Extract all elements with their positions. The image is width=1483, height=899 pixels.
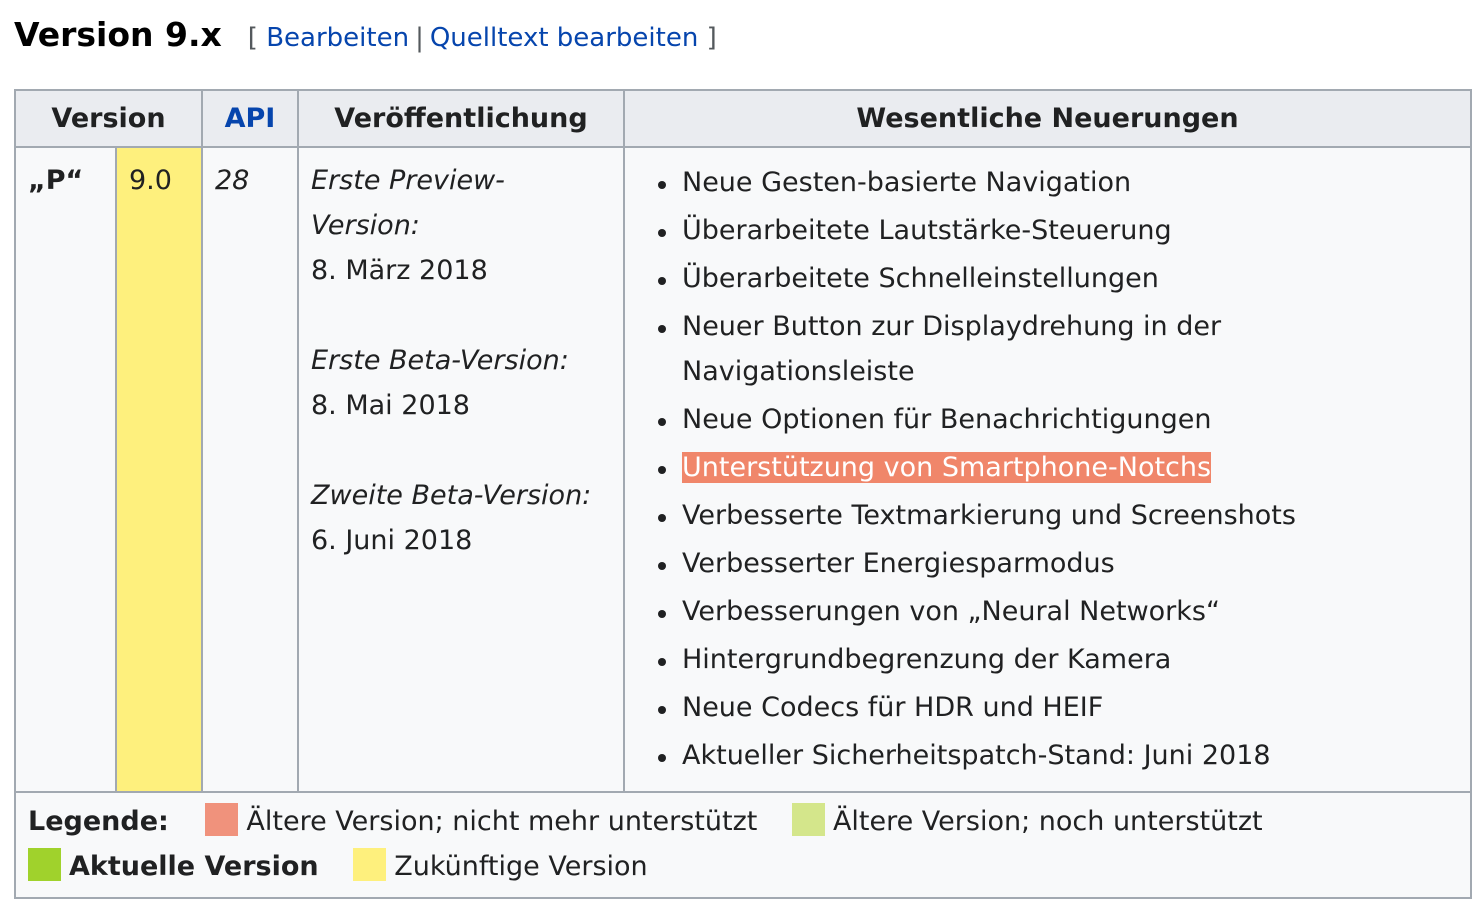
version-table bbox=[14, 89, 1472, 899]
header-version: Version bbox=[15, 90, 202, 147]
legend-label: Ältere Version; noch unterstützt bbox=[832, 806, 1263, 837]
header-row bbox=[15, 90, 1471, 147]
legend-item bbox=[353, 851, 647, 882]
table-row bbox=[15, 147, 1471, 792]
bracket-open: [ bbox=[247, 23, 258, 53]
edit-separator: | bbox=[415, 23, 424, 53]
release-entry bbox=[311, 473, 611, 563]
text-selection-highlight[interactable]: Unterstützung von Smartphone-Notchs bbox=[682, 452, 1212, 483]
bracket-close: ] bbox=[706, 23, 717, 53]
api-link[interactable]: API bbox=[224, 103, 276, 134]
codename-cell: „P“ bbox=[15, 147, 116, 792]
header-release: Veröffentlichung bbox=[298, 90, 624, 147]
release-cell bbox=[298, 147, 624, 792]
header-features: Wesentliche Neuerungen bbox=[624, 90, 1471, 147]
list-item: Neue Optionen für Benachrichtigungen bbox=[682, 397, 1450, 442]
legend-label: Zukünftige Version bbox=[394, 851, 648, 882]
legend-swatch-icon bbox=[353, 848, 386, 881]
release-date: 8. Mai 2018 bbox=[311, 390, 470, 421]
release-entry bbox=[311, 338, 611, 428]
list-item: Überarbeitete Schnelleinstellungen bbox=[682, 256, 1450, 301]
release-date: 6. Juni 2018 bbox=[311, 525, 473, 556]
list-item: Neuer Button zur Displaydrehung in der Navigationsleiste bbox=[682, 304, 1450, 394]
legend-cell bbox=[15, 792, 1471, 898]
edit-link[interactable]: Bearbeiten bbox=[266, 23, 410, 53]
list-item: Überarbeitete Lautstärke-Steuerung bbox=[682, 208, 1450, 253]
list-item: Neue Codecs für HDR und HEIF bbox=[682, 685, 1450, 730]
list-item: Aktueller Sicherheitspatch-Stand: Juni 2018 bbox=[682, 733, 1450, 778]
section-heading bbox=[14, 10, 717, 60]
legend-swatch-icon bbox=[28, 848, 61, 881]
legend-swatch-icon bbox=[792, 803, 825, 836]
header-api bbox=[202, 90, 298, 147]
list-item: Verbesserter Energiesparmodus bbox=[682, 541, 1450, 586]
legend-swatch-icon bbox=[205, 803, 238, 836]
list-item: Verbesserte Textmarkierung und Screenshots bbox=[682, 493, 1450, 538]
legend-row bbox=[15, 792, 1471, 898]
release-entry bbox=[311, 158, 611, 293]
edit-section-links bbox=[248, 23, 717, 53]
list-item: Neue Gesten-basierte Navigation bbox=[682, 160, 1450, 205]
features-cell bbox=[624, 147, 1471, 792]
section-title: Version 9.x bbox=[14, 15, 222, 54]
legend-item bbox=[205, 806, 766, 837]
edit-source-link[interactable]: Quelltext bearbeiten bbox=[429, 23, 699, 53]
features-list bbox=[655, 160, 1450, 778]
list-item: Verbesserungen von „Neural Networks“ bbox=[682, 589, 1450, 634]
list-item: Hintergrundbegrenzung der Kamera bbox=[682, 637, 1450, 682]
legend-label: Ältere Version; nicht mehr unterstützt bbox=[246, 806, 758, 837]
legend-label: Aktuelle Version bbox=[69, 851, 319, 882]
list-item-highlighted bbox=[682, 445, 1450, 490]
release-label: Zweite Beta-Version: bbox=[311, 480, 592, 511]
version-number-cell: 9.0 bbox=[116, 147, 202, 792]
release-label: Erste Preview-Version: bbox=[311, 165, 505, 241]
release-date: 8. März 2018 bbox=[311, 255, 488, 286]
release-label: Erste Beta-Version: bbox=[311, 345, 569, 376]
legend-item bbox=[28, 851, 327, 882]
legend-item bbox=[792, 806, 1263, 837]
legend-title: Legende: bbox=[28, 806, 169, 837]
api-level-cell: 28 bbox=[202, 147, 298, 792]
